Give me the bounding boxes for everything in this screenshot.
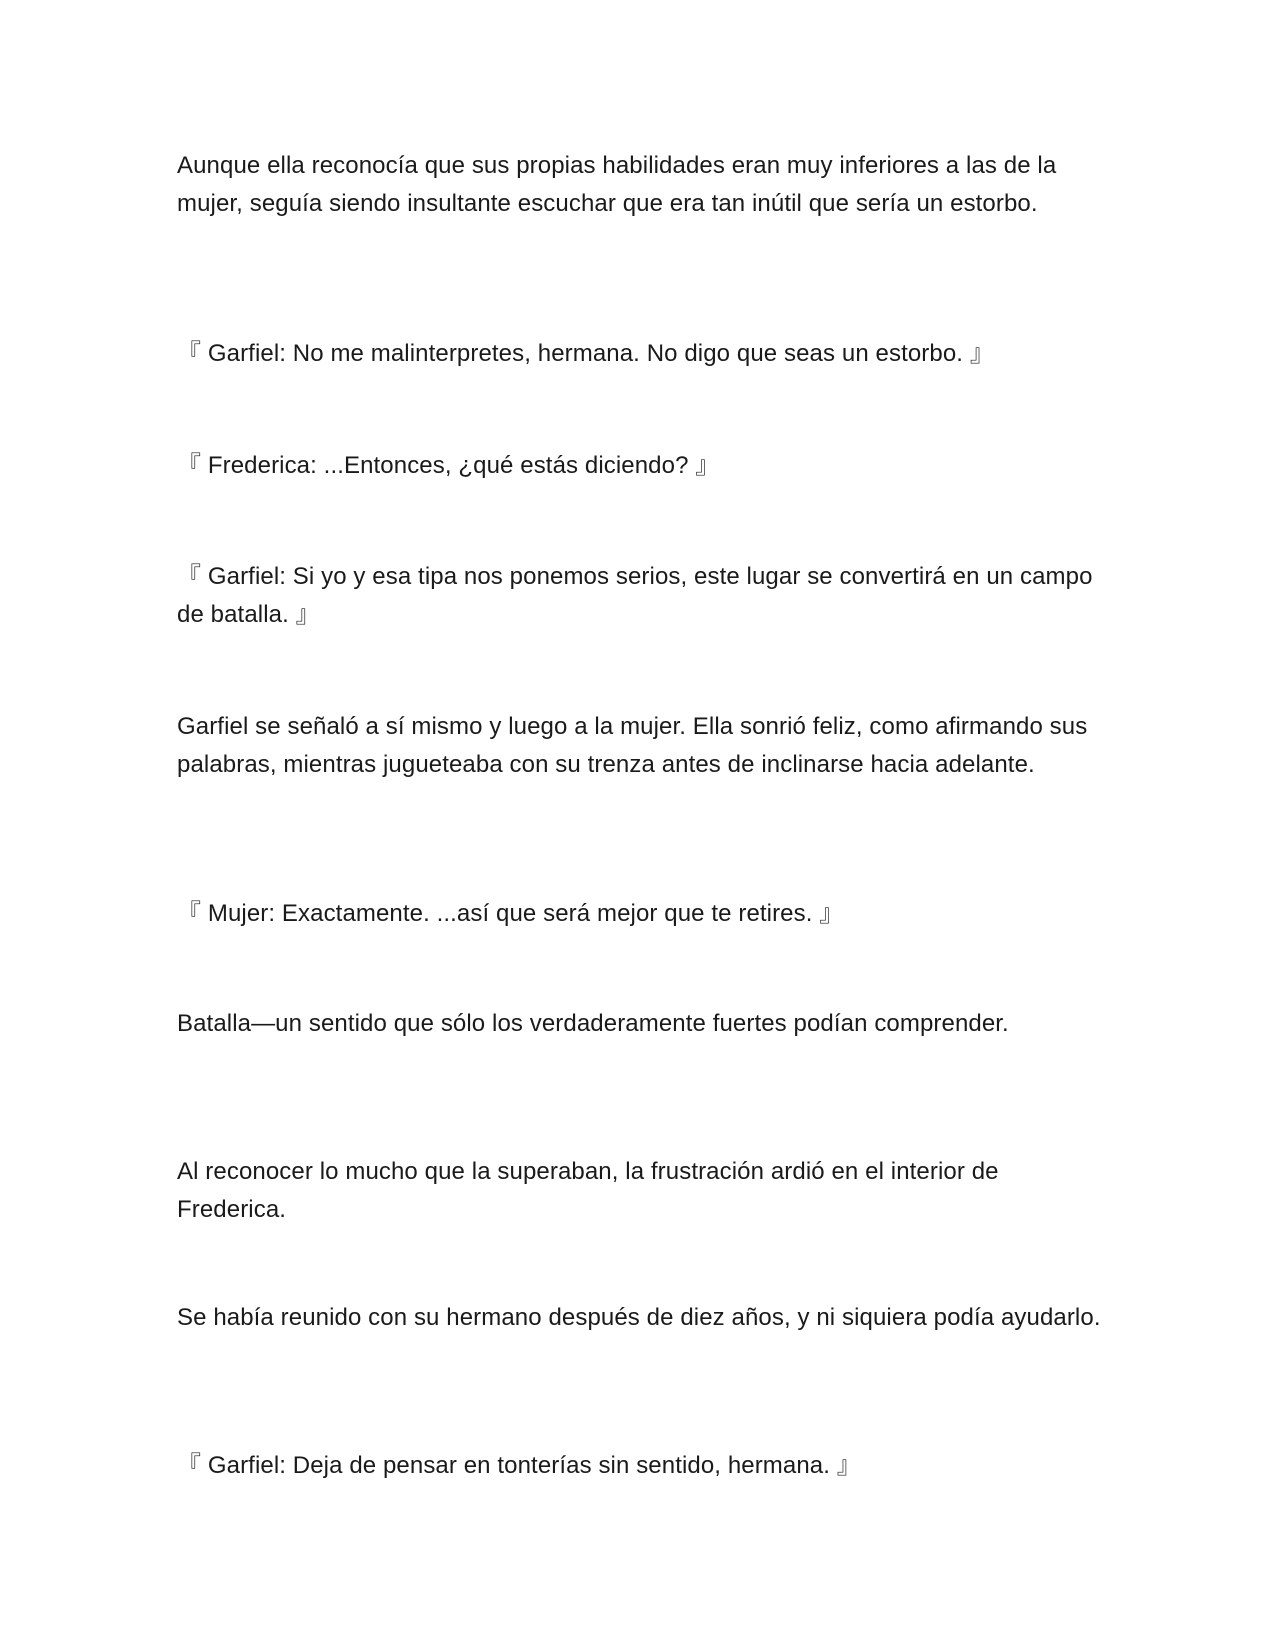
paragraph-narration-3: Batalla—un sentido que sólo los verdaderamente fuertes podían comprender. — [177, 1010, 1009, 1037]
paragraph-dialogue-garfiel-2: 『 Garfiel: Si yo y esa tipa nos ponemos serios, este lugar se convertirá en un campo de batalla. 』 — [177, 563, 1093, 628]
paragraph-narration-1: Aunque ella reconocía que sus propias habilidades eran muy inferiores a las de la mujer, seguía siendo insultante escuchar que era tan inútil que sería un estorbo. — [177, 152, 1057, 217]
paragraph-dialogue-garfiel-3: 『 Garfiel: Deja de pensar en tonterías sin sentido, hermana. 』 — [177, 1452, 861, 1479]
paragraph-narration-2: Garfiel se señaló a sí mismo y luego a la mujer. Ella sonrió feliz, como afirmando sus palabras, mientras jugueteaba con su trenza antes de inclinarse hacia adelante. — [177, 713, 1088, 778]
paragraph-dialogue-mujer-1: 『 Mujer: Exactamente. ...así que será mejor que te retires. 』 — [177, 900, 844, 927]
paragraph-narration-4: Al reconocer lo mucho que la superaban, la frustración ardió en el interior de Frederica. — [177, 1158, 999, 1223]
paragraph-dialogue-frederica-1: 『 Frederica: ...Entonces, ¿qué estás diciendo? 』 — [177, 452, 720, 479]
paragraph-narration-5: Se había reunido con su hermano después de diez años, y ni siquiera podía ayudarlo. — [177, 1304, 1101, 1331]
paragraph-dialogue-garfiel-1: 『 Garfiel: No me malinterpretes, hermana. No digo que seas un estorbo. 』 — [177, 340, 994, 367]
